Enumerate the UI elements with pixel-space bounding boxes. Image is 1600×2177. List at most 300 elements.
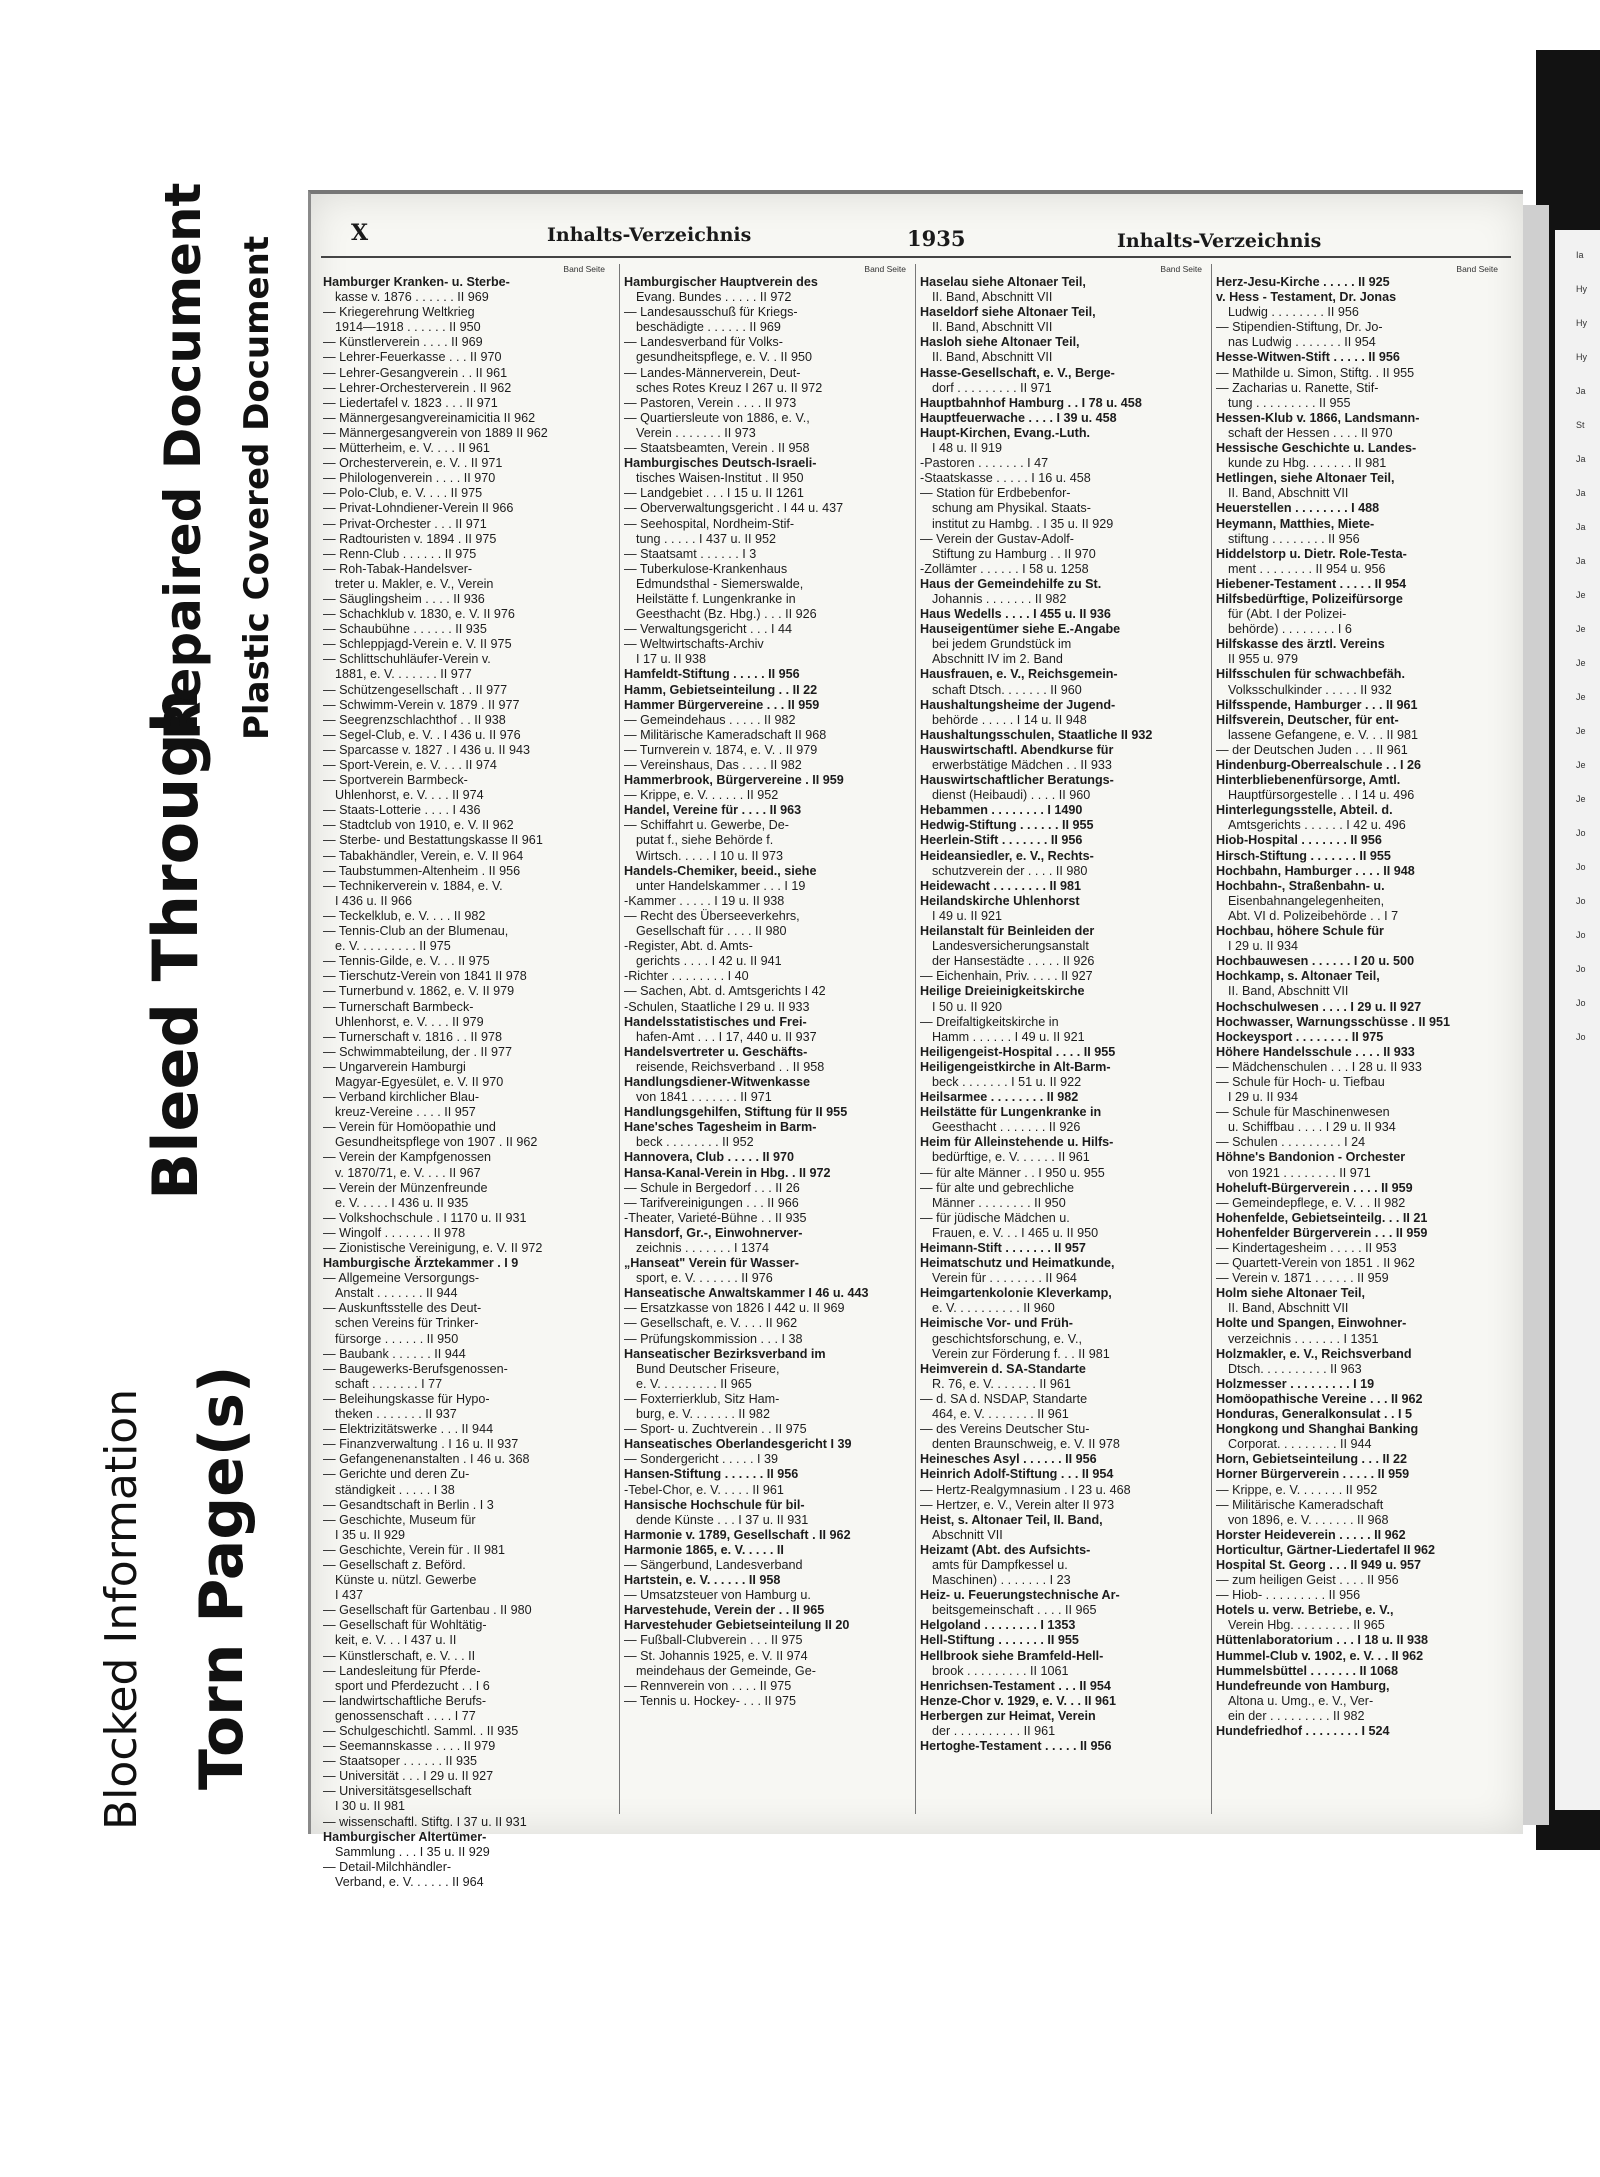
index-entry: — Seegrenzschlachthof . . II 938 [323, 712, 506, 727]
index-entry: — Sport-Verein, e. V. . . . II 974 [323, 758, 497, 772]
next-page-fragment: Hy [1576, 352, 1587, 362]
index-columns [323, 264, 1513, 1889]
index-entry: Anstalt . . . . . . . II 944 [335, 1286, 458, 1301]
index-entry: e. V. . . . . I 436 u. II 935 [335, 1195, 469, 1210]
next-page-fragment: Ja [1576, 522, 1586, 532]
index-entry: Herz-Jesu-Kirche . . . . . II 925 [1216, 275, 1390, 289]
index-entry: ständigkeit . . . . . I 38 [335, 1482, 455, 1497]
index-entry: — Geschichte, Verein für . II 981 [323, 1542, 506, 1557]
index-entry: — Kindertagesheim . . . . . II 953 [1216, 1241, 1397, 1255]
index-column-2 [619, 264, 912, 1814]
index-entry: — Gerichte und deren Zu- [323, 1467, 470, 1482]
torn-pages-label: Torn Page(s) [187, 1365, 257, 1790]
index-entry: sport, e. V. . . . . . . II 976 [636, 1271, 773, 1286]
index-entry: — Universitätsgesellschaft [323, 1784, 472, 1799]
index-entry: — Taubstummen-Altenheim . II 956 [323, 863, 521, 878]
index-entry: verzeichnis . . . . . . . I 1351 [1228, 1331, 1379, 1346]
index-entry: — Schaubühne . . . . . . II 935 [323, 622, 487, 637]
index-entry: — Sängerbund, Landesverband [624, 1557, 803, 1572]
index-entry: von 1841 . . . . . . . II 971 [636, 1090, 772, 1105]
index-entry: Hauptfürsorgestelle . . I 14 u. 496 [1228, 788, 1415, 803]
index-entry: gerichts . . . . I 42 u. II 941 [636, 954, 782, 969]
index-entry: Frauen, e. V. . . I 465 u. II 950 [932, 1225, 1099, 1240]
index-entry: Johannis . . . . . . . II 982 [932, 591, 1067, 606]
index-entry: — Fußball-Clubverein . . . II 975 [624, 1633, 803, 1648]
index-entry: — Quartett-Verein von 1851 . II 962 [1216, 1256, 1415, 1271]
index-entry: — Schlittschuhläufer-Verein v. [323, 652, 491, 667]
index-entry: — Schule in Bergedorf . . . II 26 [624, 1180, 800, 1195]
index-entry: — Turnerbund v. 1862, e. V. II 979 [323, 984, 515, 999]
index-entry: — Lehrer-Orchesterverein . II 962 [323, 380, 512, 395]
index-entry: Herbergen zur Heimat, Verein [920, 1708, 1096, 1723]
index-entry: Hasloh siehe Altonaer Teil, [920, 335, 1080, 350]
index-entry: stiftung . . . . . . . . II 956 [1228, 531, 1360, 546]
index-entry: — Verein der Münzenfreunde [323, 1180, 488, 1195]
index-entry: kunde zu Hbg. . . . . . . II 981 [1228, 456, 1387, 471]
index-entry: Heizamt (Abt. des Aufsichts- [920, 1542, 1091, 1557]
index-entry: — Künstlerschaft, e. V. . . II [323, 1648, 476, 1663]
index-entry: theken . . . . . . . II 937 [335, 1407, 457, 1422]
index-entry: Hansdorf, Gr.-, Einwohnerver- [624, 1225, 803, 1240]
index-entry: — Vereinshaus, Das . . . . II 982 [624, 758, 802, 772]
index-entry: — Gesellschaft für Wohltätig- [323, 1618, 487, 1633]
index-entry: Hedwig-Stiftung . . . . . . II 955 [920, 818, 1094, 833]
index-entry: II. Band, Abschnitt VII [1228, 984, 1349, 999]
index-entry: — Segel-Club, e. V. . I 436 u. II 976 [323, 727, 521, 742]
index-entry: Harvestehude, Verein der . . II 965 [624, 1603, 825, 1618]
index-entry: bei jedem Grundstück im [932, 637, 1072, 652]
index-entry: Heerlein-Stift . . . . . . . II 956 [920, 833, 1083, 848]
index-entry: Hane'sches Tagesheim in Barm- [624, 1120, 817, 1135]
index-entry: Heilstätte für Lungenkranke in [920, 1105, 1102, 1120]
index-entry: Hessische Geschichte u. Landes- [1216, 441, 1417, 456]
index-entry: schaft der Hessen . . . . II 970 [1228, 425, 1393, 440]
index-entry: Verein zur Förderung f. . . II 981 [932, 1346, 1110, 1361]
index-entry: Heilandskirche Uhlenhorst [920, 893, 1080, 908]
index-entry: Hamm . . . . . . I 49 u. II 921 [932, 1029, 1085, 1044]
index-entry: — Hertzer, e. V., Verein alter II 973 [920, 1497, 1115, 1512]
next-page-fragment: St [1576, 420, 1585, 430]
index-entry: — Foxterrierklub, Sitz Ham- [624, 1391, 780, 1406]
index-entry: — Männergesangverein von 1889 II 962 [323, 425, 548, 440]
index-entry: Haushaltungsschulen, Staatliche II 932 [920, 727, 1153, 742]
index-entry: — Pastoren, Verein . . . . II 973 [624, 395, 797, 410]
index-entry: putat f., siehe Behörde f. [636, 833, 774, 848]
index-entry: — Baubank . . . . . . II 944 [323, 1346, 466, 1361]
index-entry: Amtsgerichts . . . . . . I 42 u. 496 [1228, 818, 1406, 833]
index-entry: Evang. Bundes . . . . . II 972 [636, 290, 792, 305]
index-entry: -Kammer . . . . . I 19 u. II 938 [624, 893, 785, 908]
index-entry: Hamm, Gebietseinteilung . . II 22 [624, 682, 818, 697]
index-entry: tung . . . . . . . . . II 955 [1228, 395, 1351, 410]
index-entry: Hochbau, höhere Schule für [1216, 924, 1384, 939]
index-entry: Künste u. nützl. Gewerbe [335, 1573, 477, 1588]
index-entry: reisende, Reichsverband . . II 958 [636, 1059, 825, 1074]
index-entry: Hinterlegungsstelle, Abteil. d. [1216, 803, 1393, 818]
index-entry: — Seemannskasse . . . . II 979 [323, 1739, 496, 1754]
index-entry: Holm siehe Altonaer Teil, [1216, 1286, 1366, 1301]
index-entry: — Militärische Kameradschaft II 968 [624, 727, 827, 742]
index-entry: e. V. . . . . . . . . II 975 [335, 939, 451, 954]
index-entry: — Verein für Homöopathie und [323, 1120, 496, 1135]
index-entry: schung am Physikal. Staats- [932, 501, 1091, 516]
page-title-right: Inhalts-Verzeichnis [1117, 230, 1322, 252]
index-entry: schaft Dtsch. . . . . . . II 960 [932, 682, 1082, 697]
index-entry: Hanseatischer Bezirksverband im [624, 1346, 826, 1361]
index-entry: Hilfskasse des ärztl. Vereins [1216, 637, 1385, 652]
index-entry: ment . . . . . . . . II 954 u. 956 [1228, 561, 1386, 576]
index-entry: Heilanstalt für Beinleiden der [920, 924, 1095, 939]
index-entry: I 48 u. II 919 [932, 441, 1003, 456]
index-entry: Magyar-Egyesület, e. V. II 970 [335, 1074, 504, 1089]
index-entry: — Schützengesellschaft . . II 977 [323, 682, 508, 697]
index-entry: Männer . . . . . . . . II 950 [932, 1195, 1066, 1210]
index-entry: Haushaltungsheime der Jugend- [920, 697, 1116, 712]
index-entry: Hell-Stiftung . . . . . . . II 955 [920, 1633, 1079, 1648]
index-entry: institut zu Hambg. . I 35 u. II 929 [932, 516, 1114, 531]
index-entry: Hamfeldt-Stiftung . . . . . II 956 [624, 667, 800, 682]
index-entry: Heuerstellen . . . . . . . . I 488 [1216, 501, 1380, 516]
index-entry: — Beleihungskasse für Hypo- [323, 1391, 490, 1406]
index-entry: — Zacharias u. Ranette, Stif- [1216, 380, 1379, 395]
index-entry: — Orchesterverein, e. V. . II 971 [323, 456, 503, 471]
index-entry: — Ungarverein Hamburgi [323, 1059, 466, 1074]
page-number: X [351, 220, 369, 246]
index-entry: — Ersatzkasse von 1826 I 442 u. II 969 [624, 1301, 845, 1316]
index-entry: Hongkong und Shanghai Banking [1216, 1422, 1419, 1437]
index-entry: sport und Pferdezucht . . I 6 [335, 1678, 490, 1693]
index-entry: — des Vereins Deutscher Stu- [920, 1422, 1090, 1437]
index-entry: — Schwimm-Verein v. 1879 . II 977 [323, 697, 520, 712]
index-entry: — Seehospital, Nordheim-Stif- [624, 516, 795, 531]
index-entry: — Schachklub v. 1830, e. V. II 976 [323, 607, 515, 622]
column-header: Band Seite [864, 264, 906, 274]
index-entry: nas Ludwig . . . . . . . II 954 [1228, 335, 1376, 350]
index-entry: Heinrich Adolf-Stiftung . . . II 954 [920, 1467, 1114, 1482]
index-entry: — Staats-Lotterie . . . . I 436 [323, 803, 481, 818]
index-entry: Verein . . . . . . . II 973 [636, 425, 756, 440]
plastic-covered-label: Plastic Covered Document [237, 235, 277, 740]
index-entry: II. Band, Abschnitt VII [1228, 486, 1349, 501]
index-entry: für (Abt. I der Polizei- [1228, 607, 1347, 622]
index-entry: Heim für Alleinstehende u. Hilfs- [920, 1135, 1114, 1150]
index-entry: I 50 u. II 920 [932, 999, 1003, 1014]
index-entry: Heinesches Asyl . . . . . . II 956 [920, 1452, 1097, 1467]
index-entry: Hohenfelder Bürgerverein . . . II 959 [1216, 1225, 1428, 1240]
index-entry: Hotels u. verw. Betriebe, e. V., [1216, 1603, 1394, 1618]
index-entry: — Tennis u. Hockey- . . . II 975 [624, 1693, 796, 1708]
page-title-left: Inhalts-Verzeichnis [547, 224, 752, 246]
index-entry: Hochbauwesen . . . . . . I 20 u. 500 [1216, 954, 1415, 969]
next-page-fragment: Jo [1576, 1032, 1586, 1042]
index-entry: — Umsatzsteuer von Hamburg u. [624, 1588, 811, 1603]
index-entry: — Künstlerverein . . . . II 969 [323, 335, 483, 350]
index-entry: Handel, Vereine für . . . . II 963 [624, 803, 802, 818]
index-entry: — Stadtclub von 1910, e. V. II 962 [323, 818, 514, 833]
index-entry: — Finanzverwaltung . I 16 u. II 937 [323, 1437, 519, 1452]
index-entry: Volksschulkinder . . . . . II 932 [1228, 682, 1392, 697]
index-entry: — Stipendien-Stiftung, Dr. Jo- [1216, 320, 1383, 335]
index-entry: — Staatsamt . . . . . . I 3 [624, 546, 757, 561]
index-entry: — Verein der Gustav-Adolf- [920, 531, 1074, 546]
index-entry: — Weltwirtschafts-Archiv [624, 637, 764, 652]
index-entry: — Tennis-Gilde, e. V. . . II 975 [323, 954, 490, 969]
index-entry: — Verein v. 1871 . . . . . . II 959 [1216, 1271, 1389, 1286]
index-entry: Hauseigentümer siehe E.-Angabe [920, 622, 1121, 637]
index-entry: — Lehrer-Feuerkasse . . . II 970 [323, 350, 502, 365]
index-entry: — Tennis-Club an der Blumenau, [323, 924, 509, 939]
index-entry: Hospital St. Georg . . . II 949 u. 957 [1216, 1557, 1422, 1572]
index-entry: dienst (Heibaudi) . . . . II 960 [932, 788, 1091, 803]
index-entry: — Turnerschaft Barmbeck- [323, 999, 474, 1014]
column-header: Band Seite [1456, 264, 1498, 274]
index-entry: -Pastoren . . . . . . . I 47 [920, 456, 1049, 471]
next-page-fragment: Je [1576, 624, 1586, 634]
index-entry: — Schleppjagd-Verein e. V. II 975 [323, 637, 512, 652]
index-entry: schaft . . . . . . . I 77 [335, 1376, 443, 1391]
index-entry: Hiob-Hospital . . . . . . . II 956 [1216, 833, 1382, 848]
index-entry: kreuz-Vereine . . . . II 957 [335, 1105, 476, 1120]
next-page-fragment: Je [1576, 658, 1586, 668]
index-entry: — Landgebiet . . . I 15 u. II 1261 [624, 486, 804, 501]
index-entry: Verein für . . . . . . . . II 964 [932, 1271, 1077, 1286]
next-page-fragment: Ja [1576, 454, 1586, 464]
index-entry: -Theater, Varieté-Bühne . . II 935 [624, 1210, 807, 1225]
index-entry: hafen-Amt . . . I 17, 440 u. II 937 [636, 1029, 817, 1044]
index-entry: — Schulen . . . . . . . . . I 24 [1216, 1135, 1366, 1150]
index-entry: — Verband kirchlicher Blau- [323, 1090, 480, 1105]
index-entry: Eisenbahnangelegenheiten, [1228, 893, 1385, 908]
index-entry: geschichtsforschung, e. V., [932, 1331, 1083, 1346]
index-entry: Heidewacht . . . . . . . . II 981 [920, 878, 1081, 893]
column-header: Band Seite [563, 264, 605, 274]
index-entry: — zum heiligen Geist . . . . II 956 [1216, 1573, 1399, 1588]
next-page-fragment: Ja [1576, 556, 1586, 566]
next-page-fragment: Ja [1576, 386, 1586, 396]
index-entry: fürsorge . . . . . . II 950 [335, 1331, 459, 1346]
repaired-document-label: Repaired Document [154, 182, 212, 740]
index-entry: — Landesausschuß für Kriegs- [624, 305, 798, 320]
index-entry: I 437 [335, 1588, 364, 1603]
index-entry: Horticultur, Gärtner-Liedertafel II 962 [1216, 1542, 1436, 1557]
index-entry: meindehaus der Gemeinde, Ge- [636, 1663, 816, 1678]
index-column-1 [323, 264, 611, 1889]
index-entry: Hauswirtschaftlicher Beratungs- [920, 773, 1114, 788]
index-entry: Hansische Hochschule für bil- [624, 1497, 805, 1512]
index-entry: — Geschichte, Museum für [323, 1512, 476, 1527]
index-entry: Heiligengeistkirche in Alt-Barm- [920, 1059, 1111, 1074]
index-entry: behörde . . . . . I 14 u. II 948 [932, 712, 1087, 727]
index-entry: — Station für Erdbebenfor- [920, 486, 1071, 501]
index-entry: Hilfsspende, Hamburger . . . II 961 [1216, 697, 1418, 712]
index-entry: Hamburgische Ärztekammer . I 9 [323, 1256, 519, 1271]
index-entry: I 17 u. II 938 [636, 652, 707, 667]
index-entry: — Radtouristen v. 1894 . II 975 [323, 531, 497, 546]
index-entry: Corporat. . . . . . . . . II 944 [1228, 1437, 1372, 1452]
index-entry: Hochbahn, Hamburger . . . . II 948 [1216, 863, 1415, 878]
index-entry: — Staatsbeamten, Verein . II 958 [624, 441, 810, 456]
next-page-fragment: Jo [1576, 998, 1586, 1008]
index-entry: treter u. Makler, e. V., Verein [335, 576, 494, 591]
index-entry: Hausfrauen, e. V., Reichsgemein- [920, 667, 1118, 682]
index-entry: I 29 u. II 934 [1228, 939, 1299, 954]
next-page-fragment: Je [1576, 794, 1586, 804]
index-entry: Hasse-Gesellschaft, e. V., Berge- [920, 365, 1115, 380]
index-entry: Heist, s. Altonaer Teil, II. Band, [920, 1512, 1103, 1527]
index-entry: — für jüdische Mädchen u. [920, 1210, 1070, 1225]
index-entry: I 436 u. II 966 [335, 893, 413, 908]
next-page-fragment: Je [1576, 760, 1586, 770]
index-entry: — Schulgeschichtl. Samml. . II 935 [323, 1724, 519, 1738]
index-entry: brook . . . . . . . . . II 1061 [932, 1663, 1069, 1678]
index-entry: Handelsvertreter u. Geschäfts- [624, 1044, 808, 1059]
index-entry: II. Band, Abschnitt VII [1228, 1301, 1349, 1316]
index-entry: — Zionistische Vereinigung, e. V. II 972 [323, 1241, 543, 1255]
index-entry: — Turnverein v. 1874, e. V. . II 979 [624, 742, 818, 757]
blocked-information-label: Blocked Information [96, 1388, 147, 1830]
index-entry: Heideansiedler, e. V., Rechts- [920, 848, 1094, 863]
index-entry: Haus der Gemeindehilfe zu St. [920, 576, 1102, 591]
index-entry: Heimann-Stift . . . . . . . II 957 [920, 1241, 1086, 1255]
index-entry: — Universität . . . I 29 u. II 927 [323, 1769, 494, 1784]
index-entry: -Schulen, Staatliche I 29 u. II 933 [624, 999, 810, 1014]
next-page-fragment: Jo [1576, 896, 1586, 906]
page-header [311, 214, 1523, 250]
index-entry: Gesellschaft für . . . . II 980 [636, 924, 787, 939]
index-entry: Verein Hbg. . . . . . . . . II 965 [1228, 1618, 1385, 1633]
index-entry: — Prüfungskommission . . . I 38 [624, 1331, 803, 1346]
index-entry: Heiligengeist-Hospital . . . . II 955 [920, 1044, 1116, 1059]
index-entry: dorf . . . . . . . . . II 971 [932, 380, 1052, 395]
index-entry: unter Handelskammer . . . I 19 [636, 878, 806, 893]
index-entry: — Mathilde u. Simon, Stiftg. . II 955 [1216, 365, 1415, 380]
index-entry: schutzverein der . . . . II 980 [932, 863, 1088, 878]
index-entry: ein der . . . . . . . . . II 982 [1228, 1708, 1365, 1723]
index-entry: — Sondergericht . . . . . I 39 [624, 1452, 778, 1467]
index-entry: Hummelsbüttel . . . . . . . II 1068 [1216, 1663, 1398, 1678]
index-entry: v. 1870/71, e. V. . . . II 967 [335, 1165, 481, 1180]
index-entry: Hanseatisches Oberlandesgericht I 39 [624, 1437, 852, 1452]
index-entry: Bund Deutscher Friseure, [636, 1361, 780, 1376]
index-entry: — Rennverein von . . . . II 975 [624, 1678, 792, 1693]
index-entry: I 49 u. II 921 [932, 908, 1003, 923]
index-entry: Hiddelstorp u. Dietr. Role-Testa- [1216, 546, 1407, 561]
index-entry: Abt. VI d. Polizeibehörde . . I 7 [1228, 908, 1399, 923]
index-entry: — Tarifvereinigungen . . . II 966 [624, 1195, 799, 1210]
index-entry: -Richter . . . . . . . . I 40 [624, 969, 749, 984]
index-entry: lassene Gefangene, e. V. . . II 981 [1228, 727, 1418, 742]
page-year: 1935 [907, 226, 966, 251]
index-entry: Haus Wedells . . . . I 455 u. II 936 [920, 607, 1111, 622]
index-entry: Hannovera, Club . . . . . II 970 [624, 1150, 795, 1165]
index-entry: denten Braunschweig, e. V. II 978 [932, 1437, 1120, 1452]
index-entry: Gesundheitspflege von 1907 . II 962 [335, 1135, 538, 1150]
index-entry: Landesversicherungsanstalt [932, 939, 1089, 954]
index-entry: Handels-Chemiker, beeid., siehe [624, 863, 817, 878]
index-entry: Verband, e. V. . . . . . II 964 [335, 1874, 484, 1889]
index-entry: Geesthacht . . . . . . . II 926 [932, 1120, 1081, 1135]
index-entry: — Verein der Kampfgenossen [323, 1150, 492, 1165]
index-entry: — Quartiersleute von 1886, e. V., [624, 410, 810, 425]
index-entry: Heiz- u. Feuerungstechnische Ar- [920, 1588, 1120, 1603]
index-entry: amts für Dampfkessel u. [932, 1557, 1068, 1572]
index-entry: — Liedertafel v. 1823 . . . II 971 [323, 395, 498, 410]
index-entry: — Verwaltungsgericht . . . I 44 [624, 622, 792, 637]
index-entry: „Hanseat" Verein für Wasser- [624, 1256, 799, 1271]
index-entry: — Säuglingsheim . . . . II 936 [323, 591, 485, 606]
index-entry: II. Band, Abschnitt VII [932, 290, 1053, 305]
index-entry: — Wingolf . . . . . . . II 978 [323, 1225, 466, 1240]
index-entry: Hebammen . . . . . . . . I 1490 [920, 803, 1083, 818]
index-entry: Hertoghe-Testament . . . . . II 956 [920, 1739, 1112, 1754]
index-entry: Handlungsdiener-Witwenkasse [624, 1074, 811, 1089]
index-entry: — Auskunftsstelle des Deut- [323, 1301, 482, 1316]
index-entry: — Schule für Maschinenwesen [1216, 1105, 1390, 1120]
index-entry: I 30 u. II 981 [335, 1799, 406, 1814]
index-entry: R. 76, e. V. . . . . . . II 961 [932, 1376, 1071, 1391]
index-entry: Heilstätte f. Lungenkranke in [636, 591, 796, 606]
index-entry: Uhlenhorst, e. V. . . . II 979 [335, 1014, 484, 1029]
index-entry: erwerbstätige Mädchen . . II 933 [932, 758, 1112, 772]
index-entry: keit, e. V. . . I 437 u. II [335, 1633, 457, 1648]
index-entry: Hoheluft-Bürgerverein . . . . II 959 [1216, 1180, 1413, 1195]
index-entry: Hundefriedhof . . . . . . . . I 524 [1216, 1724, 1390, 1738]
index-entry: Hamburgisches Deutsch-Israeli- [624, 456, 817, 471]
index-entry: — Mädchenschulen . . . I 28 u. II 933 [1216, 1059, 1422, 1074]
index-entry: — Recht des Überseeverkehrs, [624, 908, 800, 923]
index-entry: Homöopathische Vereine . . . II 962 [1216, 1391, 1423, 1406]
index-entry: — Landes-Männerverein, Deut- [624, 365, 801, 380]
index-entry: — Lehrer-Gesangverein . . II 961 [323, 365, 508, 380]
index-entry: Hammerbrook, Bürgervereine . II 959 [624, 773, 844, 788]
index-entry: Hesse-Witwen-Stift . . . . . II 956 [1216, 350, 1400, 365]
index-entry: Handelsstatistisches und Frei- [624, 1014, 807, 1029]
index-entry: 464, e. V. . . . . . . . II 961 [932, 1407, 1069, 1422]
index-entry: beck . . . . . . . . II 952 [636, 1135, 754, 1150]
index-entry: zeichnis . . . . . . . I 1374 [636, 1241, 769, 1255]
index-entry: — Volkshochschule . I 1170 u. II 931 [323, 1210, 527, 1225]
index-entry: — Sparcasse v. 1827 . I 436 u. II 943 [323, 742, 530, 757]
index-entry: — für alte Männer . . I 950 u. 955 [920, 1165, 1105, 1180]
index-entry: Hauswirtschaftl. Abendkurse für [920, 742, 1114, 757]
index-entry: — Krippe, e. V. . . . . . II 952 [624, 788, 779, 803]
index-column-3 [915, 264, 1208, 1814]
next-page-fragment: Je [1576, 590, 1586, 600]
index-entry: Holzmakler, e. V., Reichsverband [1216, 1346, 1412, 1361]
index-entry: Maschinen) . . . . . . . I 23 [932, 1573, 1071, 1588]
index-entry: — Tierschutz-Verein von 1841 II 978 [323, 969, 527, 984]
index-entry: — Schwimmabteilung, der . II 977 [323, 1044, 512, 1059]
index-entry: Hochkamp, s. Altonaer Teil, [1216, 969, 1380, 984]
index-entry: — für alte und gebrechliche [920, 1180, 1075, 1195]
index-column-4 [1211, 264, 1504, 1814]
index-entry: Uhlenhorst, e. V. . . . II 974 [335, 788, 484, 803]
index-entry: — Hertz-Realgymnasium . I 23 u. 468 [920, 1482, 1131, 1497]
index-entry: Dtsch. . . . . . . . . . II 963 [1228, 1361, 1362, 1376]
page-binding [1520, 205, 1549, 1825]
bleed-through-label: Bleed Through [139, 689, 212, 1200]
index-entry: Hochwasser, Warnungsschüsse . II 951 [1216, 1014, 1451, 1029]
index-entry: 1914—1918 . . . . . . II 950 [335, 320, 481, 335]
index-entry: — Kriegerehrung Weltkrieg [323, 305, 475, 320]
index-entry: Horn, Gebietseinteilung . . . II 22 [1216, 1452, 1408, 1467]
index-entry: Holte und Spangen, Einwohner- [1216, 1316, 1407, 1331]
next-page-fragment: Je [1576, 692, 1586, 702]
index-entry: Horner Bürgerverein . . . . . II 959 [1216, 1467, 1410, 1482]
index-entry: Hilfsbedürftige, Polizeifürsorge [1216, 591, 1403, 606]
index-entry: beschädigte . . . . . . II 969 [636, 320, 781, 335]
column-header: Band Seite [1160, 264, 1202, 274]
